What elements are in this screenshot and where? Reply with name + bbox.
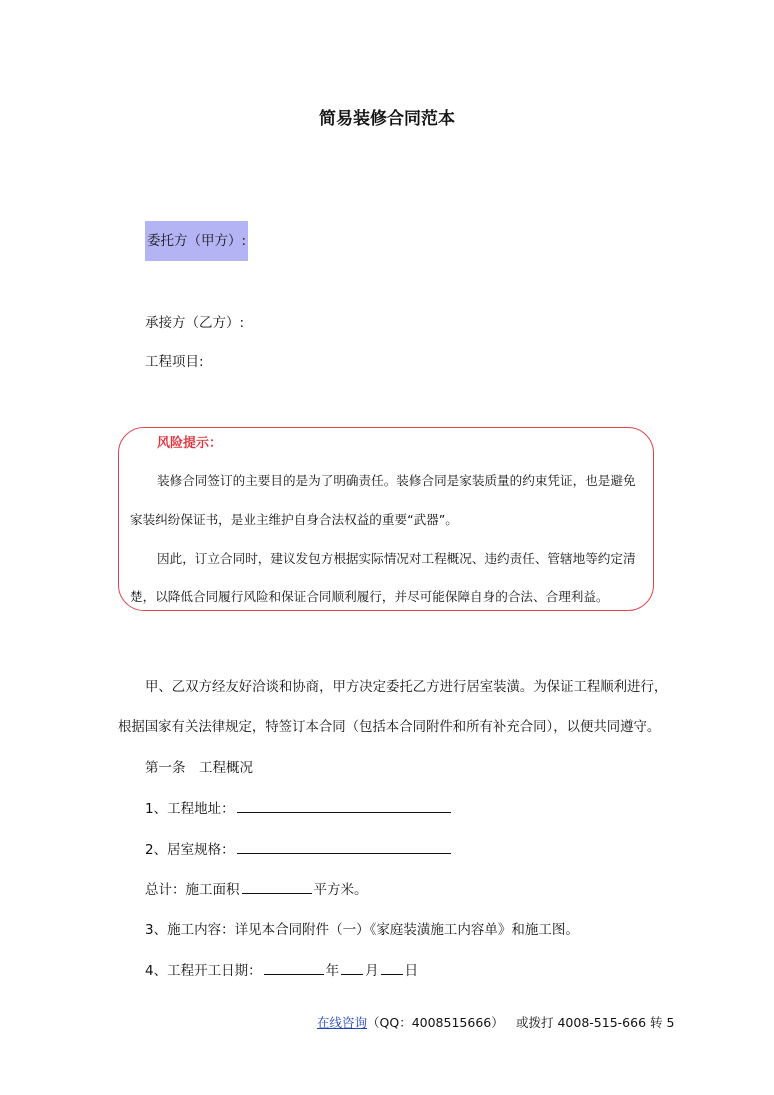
content-line: 3、施工内容：详见本合同附件（一）《家庭装潢施工内容单》和施工图。 — [145, 922, 579, 938]
client-party-label: 委托方（甲方）: — [145, 221, 248, 261]
project-label: 工程项目: — [145, 354, 204, 370]
spec-line — [145, 838, 451, 858]
risk-notice-heading: 风险提示： — [157, 436, 223, 451]
spec-label: 2、居室规格： — [145, 842, 235, 858]
area-unit: 平方米。 — [313, 882, 368, 898]
day-label: 日 — [404, 963, 419, 979]
risk-paragraph-1-line-2: 家装纠纷保证书，是业主维护自身合法权益的重要“武器”。 — [130, 512, 458, 527]
footer — [317, 1013, 504, 1031]
start-day-blank[interactable] — [381, 961, 403, 975]
spec-blank[interactable] — [237, 840, 451, 854]
intro-line-2: 根据国家有关法律规定，特签订本合同（包括本合同附件和所有补充合同），以便共同遵守。 — [118, 720, 661, 735]
start-date-label: 4、工程开工日期： — [145, 963, 262, 979]
address-line — [145, 797, 451, 817]
online-consult-link[interactable]: 在线咨询 — [317, 1015, 368, 1030]
address-blank[interactable] — [237, 799, 451, 813]
month-label: 月 — [365, 963, 379, 979]
address-label: 1、工程地址： — [145, 801, 235, 817]
contractor-party-label: 承接方（乙方）: — [145, 315, 245, 331]
client-party-line — [145, 229, 248, 249]
risk-paragraph-2-line-2: 楚，以降低合同履行风险和保证合同顺利履行，并尽可能保障自身的合法、合理利益。 — [130, 589, 609, 604]
start-date-line — [145, 959, 418, 979]
document-title: 简易装修合同范本 — [319, 109, 455, 129]
year-label: 年 — [325, 963, 340, 979]
risk-paragraph-1-line-1: 装修合同签订的主要目的是为了明确责任。装修合同是家装质量的约束凭证，也是避免 — [157, 473, 636, 488]
area-label: 总计：施工面积 — [145, 882, 240, 898]
risk-paragraph-2-line-1: 因此，订立合同时，建议发包方根据实际情况对工程概况、违约责任、管辖地等约定清 — [157, 551, 636, 566]
footer-phone: 或拨打 4008-515-666 转 5 — [516, 1015, 675, 1030]
intro-line-1: 甲、乙双方经友好洽谈和协商，甲方决定委托乙方进行居室装潢。为保证工程顺利进行， — [145, 680, 668, 695]
start-month-blank[interactable] — [341, 961, 363, 975]
start-year-blank[interactable] — [264, 961, 324, 975]
area-blank[interactable] — [242, 880, 312, 894]
area-line — [145, 878, 368, 898]
footer-qq: （QQ：4008515666） — [367, 1015, 504, 1030]
article-1-heading: 第一条 工程概况 — [145, 760, 253, 776]
